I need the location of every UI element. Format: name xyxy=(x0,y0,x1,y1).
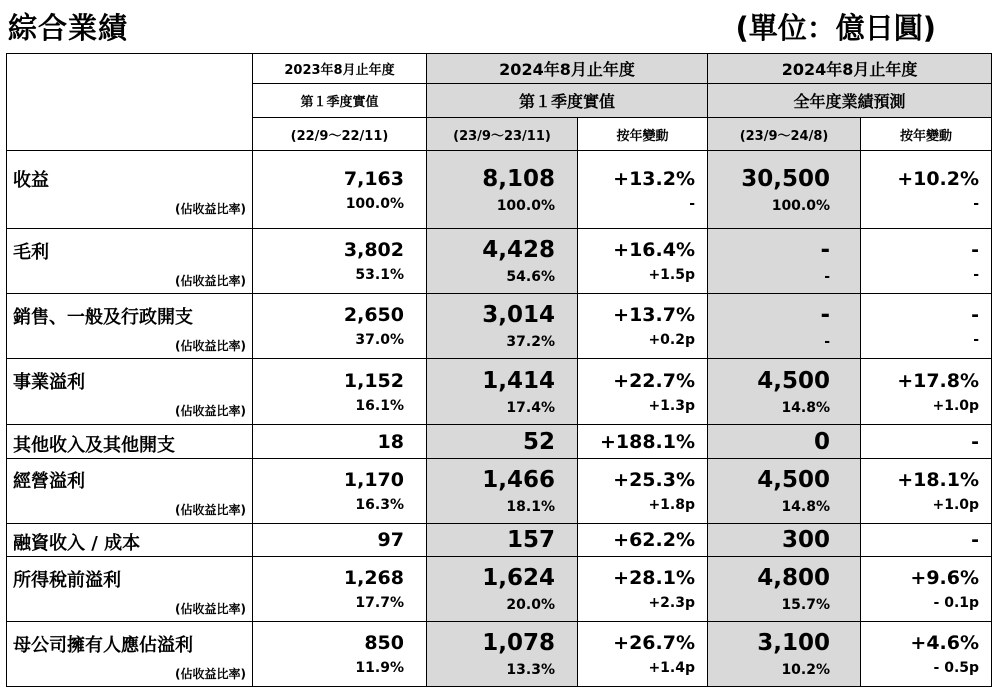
prev-q1-cell xyxy=(253,151,427,229)
forecast-cell-value: 300 xyxy=(782,526,831,553)
forecast-cell-value: 4,800 xyxy=(757,565,831,592)
q1-cell xyxy=(427,425,578,458)
prev-q1-cell-ratio: 16.1% xyxy=(355,397,404,414)
row-label xyxy=(7,229,253,294)
q1-change-cell-ratio: +1.4p xyxy=(648,660,696,677)
forecast-cell xyxy=(708,622,861,687)
header-col1-year: 2023年8月止年度 xyxy=(253,54,427,84)
q1-cell xyxy=(427,622,578,687)
forecast-cell-ratio: 14.8% xyxy=(781,399,831,416)
forecast-change-cell-ratio: +1.0p xyxy=(932,397,980,414)
forecast-change-cell-value: +9.6% xyxy=(910,567,980,590)
row-label xyxy=(7,523,253,556)
q1-change-cell-ratio: +1.8p xyxy=(648,496,696,513)
row-label-text: 其他收入及其他開支 xyxy=(13,434,175,456)
forecast-cell-ratio: 100.0% xyxy=(771,197,831,214)
q1-cell-value: 157 xyxy=(506,526,555,553)
q1-change-cell xyxy=(578,229,708,294)
ratio-label: (佔收益比率) xyxy=(175,273,246,288)
q1-change-cell-ratio: +1.5p xyxy=(648,267,696,284)
ratio-label: (佔收益比率) xyxy=(175,202,246,217)
ratio-label: (佔收益比率) xyxy=(175,503,246,518)
table-row xyxy=(7,425,992,458)
row-label-text: 銷售、一般及行政開支 xyxy=(13,306,193,328)
forecast-change-cell-ratio: - xyxy=(973,332,980,349)
row-label-text: 母公司擁有人應佔溢利 xyxy=(13,634,193,656)
prev-q1-cell-ratio: 17.7% xyxy=(355,595,404,612)
forecast-cell-ratio: - xyxy=(824,269,831,286)
row-label-text: 收益 xyxy=(13,170,49,192)
forecast-cell xyxy=(708,458,861,523)
row-label-text: 毛利 xyxy=(13,241,49,263)
q1-change-cell-value: +26.7% xyxy=(613,632,696,655)
q1-change-cell-ratio: +1.3p xyxy=(648,397,696,414)
row-label-text: 融資收入 / 成本 xyxy=(13,532,141,554)
prev-q1-cell-value: 7,163 xyxy=(343,167,404,190)
row-label xyxy=(7,294,253,359)
forecast-cell-value: 30,500 xyxy=(741,165,831,192)
table-row xyxy=(7,557,992,622)
forecast-change-cell xyxy=(861,425,992,458)
row-label xyxy=(7,622,253,687)
q1-change-cell xyxy=(578,151,708,229)
row-label xyxy=(7,557,253,622)
q1-change-cell-value: +28.1% xyxy=(613,567,696,590)
prev-q1-cell-value: 1,152 xyxy=(343,369,404,392)
ratio-label: (佔收益比率) xyxy=(175,666,246,681)
q1-change-cell xyxy=(578,359,708,425)
q1-cell xyxy=(427,557,578,622)
prev-q1-cell-value: 1,268 xyxy=(343,567,404,590)
forecast-cell xyxy=(708,523,861,556)
q1-change-cell-value: +13.2% xyxy=(613,167,696,190)
header-col2-period: 第１季度實值 xyxy=(427,84,708,117)
forecast-cell xyxy=(708,425,861,458)
prev-q1-cell xyxy=(253,229,427,294)
table-row xyxy=(7,523,992,556)
q1-change-cell xyxy=(578,458,708,523)
forecast-cell-ratio: 10.2% xyxy=(781,662,831,679)
row-label-text: 所得稅前溢利 xyxy=(13,569,121,591)
q1-cell-value: 1,466 xyxy=(482,466,555,493)
table-row xyxy=(7,622,992,687)
table-row xyxy=(7,229,992,294)
prev-q1-cell-ratio: 11.9% xyxy=(355,660,404,677)
row-label xyxy=(7,425,253,458)
forecast-change-cell-value: +17.8% xyxy=(897,369,980,392)
prev-q1-cell-value: 18 xyxy=(377,430,404,453)
table-row xyxy=(7,151,992,229)
ratio-label: (佔收益比率) xyxy=(175,601,246,616)
header-col3-range: (23/9～24/8) xyxy=(708,117,861,150)
forecast-change-cell-ratio: - 0.5p xyxy=(933,660,980,677)
forecast-cell-value: 0 xyxy=(814,428,831,455)
q1-change-cell-value: +188.1% xyxy=(599,430,696,453)
forecast-cell-ratio: 14.8% xyxy=(781,498,831,515)
row-label xyxy=(7,359,253,425)
q1-cell xyxy=(427,359,578,425)
prev-q1-cell-ratio: 53.1% xyxy=(355,267,404,284)
forecast-change-cell-ratio: - xyxy=(973,195,980,212)
header-col1-range: (22/9～22/11) xyxy=(253,117,427,150)
forecast-cell xyxy=(708,229,861,294)
forecast-cell-ratio: - xyxy=(824,334,831,351)
prev-q1-cell xyxy=(253,622,427,687)
row-label xyxy=(7,151,253,229)
q1-cell-value: 1,624 xyxy=(482,565,555,592)
forecast-cell-value: - xyxy=(820,302,831,329)
forecast-cell xyxy=(708,557,861,622)
forecast-change-cell-ratio: +1.0p xyxy=(932,496,980,513)
q1-change-cell xyxy=(578,425,708,458)
q1-cell xyxy=(427,458,578,523)
prev-q1-cell-value: 2,650 xyxy=(343,304,404,327)
prev-q1-cell xyxy=(253,557,427,622)
ratio-label: (佔收益比率) xyxy=(175,404,246,419)
forecast-change-cell xyxy=(861,458,992,523)
q1-cell-value: 1,078 xyxy=(482,630,555,657)
q1-cell-ratio: 37.2% xyxy=(506,334,555,351)
forecast-change-cell-value: - xyxy=(971,430,980,453)
row-label-text: 經營溢利 xyxy=(13,471,85,493)
forecast-change-cell xyxy=(861,151,992,229)
q1-cell-ratio: 17.4% xyxy=(506,399,555,416)
forecast-change-cell xyxy=(861,622,992,687)
row-label xyxy=(7,458,253,523)
prev-q1-cell-ratio: 100.0% xyxy=(345,195,404,212)
results-table xyxy=(6,53,992,687)
header-col3-change: 按年變動 xyxy=(861,117,992,150)
prev-q1-cell-ratio: 37.0% xyxy=(355,332,404,349)
header-col2-change: 按年變動 xyxy=(578,117,708,150)
header-col3-year: 2024年8月止年度 xyxy=(708,54,992,84)
q1-change-cell xyxy=(578,294,708,359)
q1-cell xyxy=(427,151,578,229)
table-row xyxy=(7,458,992,523)
forecast-change-cell-value: +10.2% xyxy=(897,167,980,190)
prev-q1-cell-value: 850 xyxy=(364,632,404,655)
forecast-change-cell xyxy=(861,294,992,359)
page-title: 綜合業績 xyxy=(8,11,129,45)
q1-cell-value: 8,108 xyxy=(482,165,555,192)
row-label-text: 事業溢利 xyxy=(13,372,85,394)
forecast-cell-value: 4,500 xyxy=(757,466,831,493)
q1-change-cell xyxy=(578,557,708,622)
forecast-change-cell xyxy=(861,229,992,294)
q1-cell-ratio: 20.0% xyxy=(506,597,555,614)
header-col2-range: (23/9～23/11) xyxy=(427,117,578,150)
forecast-cell-value: 4,500 xyxy=(757,367,831,394)
forecast-cell xyxy=(708,151,861,229)
q1-change-cell-value: +13.7% xyxy=(613,304,696,327)
header-col3-period: 全年度業績預測 xyxy=(708,84,992,117)
forecast-cell xyxy=(708,359,861,425)
header-col2-year: 2024年8月止年度 xyxy=(427,54,708,84)
q1-change-cell-value: +25.3% xyxy=(613,468,696,491)
forecast-cell xyxy=(708,294,861,359)
q1-change-cell-ratio: - xyxy=(689,195,696,212)
unit-label: (單位：億日圓) xyxy=(735,11,936,45)
q1-change-cell xyxy=(578,622,708,687)
forecast-change-cell-value: +18.1% xyxy=(897,468,980,491)
q1-cell-value: 1,414 xyxy=(482,367,555,394)
q1-cell xyxy=(427,294,578,359)
ratio-label: (佔收益比率) xyxy=(175,338,246,353)
prev-q1-cell xyxy=(253,458,427,523)
q1-change-cell xyxy=(578,523,708,556)
q1-change-cell-value: +22.7% xyxy=(613,369,696,392)
forecast-change-cell xyxy=(861,557,992,622)
prev-q1-cell-ratio: 16.3% xyxy=(355,496,404,513)
forecast-change-cell xyxy=(861,523,992,556)
q1-cell-ratio: 18.1% xyxy=(506,498,555,515)
forecast-change-cell-value: +4.6% xyxy=(910,632,980,655)
forecast-change-cell-value: - xyxy=(971,528,980,551)
forecast-cell-ratio: 15.7% xyxy=(781,597,831,614)
prev-q1-cell-value: 1,170 xyxy=(343,468,404,491)
forecast-cell-value: - xyxy=(820,237,831,264)
forecast-change-cell-ratio: - 0.1p xyxy=(933,595,980,612)
q1-cell-ratio: 13.3% xyxy=(506,662,555,679)
forecast-change-cell-ratio: - xyxy=(973,267,980,284)
prev-q1-cell xyxy=(253,294,427,359)
q1-change-cell-value: +16.4% xyxy=(613,239,696,262)
table-row xyxy=(7,359,992,425)
header-corner xyxy=(7,54,253,151)
q1-cell-value: 4,428 xyxy=(482,237,555,264)
forecast-change-cell-value: - xyxy=(971,304,980,327)
prev-q1-cell xyxy=(253,523,427,556)
q1-cell-value: 52 xyxy=(522,428,555,455)
q1-change-cell-ratio: +0.2p xyxy=(648,332,696,349)
header-col1-period: 第１季度實值 xyxy=(253,84,427,117)
q1-cell-ratio: 100.0% xyxy=(496,197,555,214)
prev-q1-cell-value: 97 xyxy=(377,528,404,551)
forecast-change-cell-value: - xyxy=(971,239,980,262)
q1-cell xyxy=(427,229,578,294)
forecast-cell-value: 3,100 xyxy=(757,630,831,657)
q1-cell-ratio: 54.6% xyxy=(506,269,555,286)
q1-cell xyxy=(427,523,578,556)
q1-change-cell-ratio: +2.3p xyxy=(648,595,696,612)
forecast-change-cell xyxy=(861,359,992,425)
table-row xyxy=(7,294,992,359)
prev-q1-cell xyxy=(253,359,427,425)
prev-q1-cell-value: 3,802 xyxy=(343,239,404,262)
q1-change-cell-value: +62.2% xyxy=(613,528,696,551)
prev-q1-cell xyxy=(253,425,427,458)
q1-cell-value: 3,014 xyxy=(482,302,555,329)
